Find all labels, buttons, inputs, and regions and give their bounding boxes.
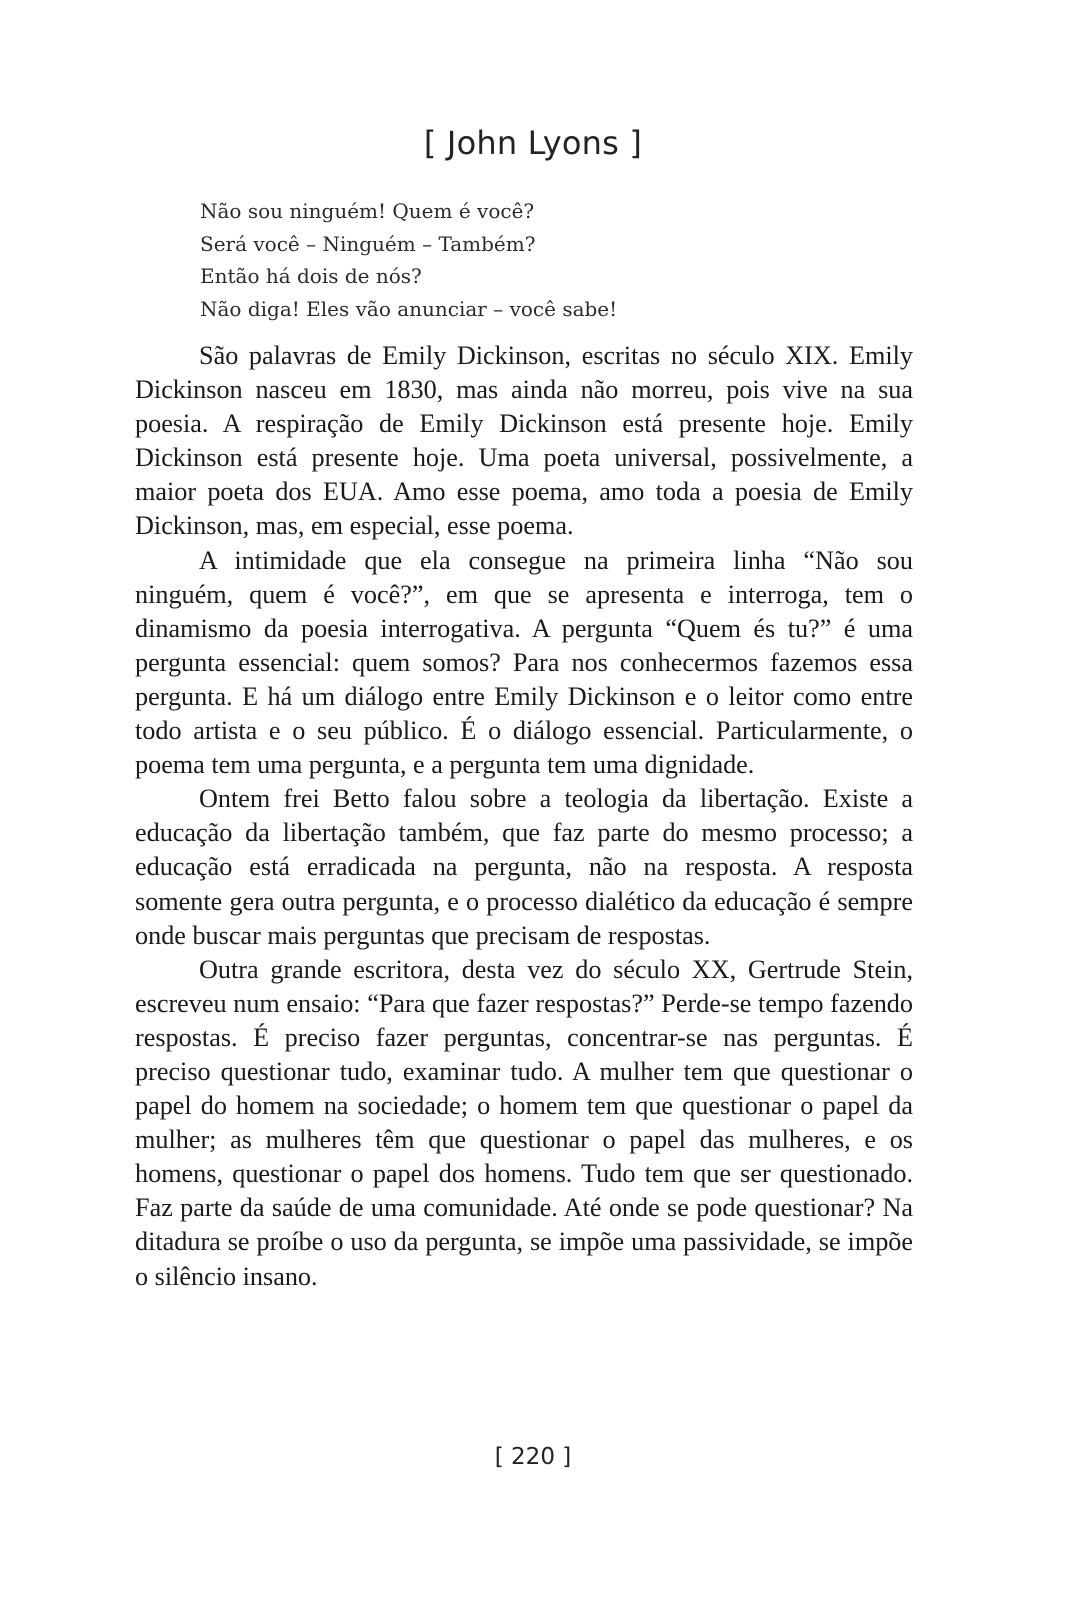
poem-line: Não diga! Eles vão anunciar – você sabe! (200, 296, 618, 321)
paragraph: São palavras de Emily Dickinson, escritas no século XIX. Emily Dickinson nasceu em 1830, mas ainda não morreu, pois vive na sua poesia. A respiração de Emily Dickinson está presente hoje. Emily Dickinson está presente hoje. Uma poeta universal, possivelmente, a maior poeta dos EUA. Amo esse poema, amo toda a poesia de Emily Dickinson, mas, em especial, esse poema. (135, 341, 913, 541)
poem-line: Não sou ninguém! Quem é você? (200, 199, 535, 223)
epigraph-poem (200, 195, 920, 325)
paragraph: A intimidade que ela consegue na primeira linha “Não sou ninguém, quem é você?”, em que se apresenta e interroga, tem o dinamismo da poesia interrogativa. A pergunta “Quem és tu?” é uma pergunta essencial: quem somos? Para nos conhecermos fazemos essa pergunta. E há um diálogo entre Emily Dickinson e o leitor como entre todo artista e o seu público. É o diálogo essencial. Particularmente, o poema tem uma pergunta, e a pergunta tem uma dignidade. (135, 545, 913, 780)
page-number: [ 220 ] (494, 1444, 572, 1470)
running-head: [ John Lyons ] (423, 124, 643, 162)
paragraph: Ontem frei Betto falou sobre a teologia da libertação. Existe a educação da libertação também, que faz parte do mesmo processo; a educação está erradicada na pergunta, não na resposta. A resposta somente gera outra pergunta, e o processo dialético da educação é sempre onde buscar mais perguntas que precisam de respostas. (135, 784, 913, 950)
paragraph: Outra grande escritora, desta vez do século XX, Gertrude Stein, escreveu num ensaio: “Para que fazer respostas?” Perde-se tempo fazendo respostas. É preciso fazer perguntas, concentrar-se nas perguntas. É preciso questionar tudo, examinar tudo. A mulher tem que questionar o papel do homem na sociedade; o homem tem que questionar o papel da mulher; as mulheres têm que questionar o papel das mulheres, e os homens, questionar o papel dos homens. Tudo tem que ser questionado. Faz parte da saúde de uma comunidade. Até onde se pode questionar? Na ditadura se proíbe o uso da pergunta, se impõe uma passividade, se impõe o silêncio insano. (135, 954, 913, 1291)
poem-line: Será você – Ninguém – Também? (200, 231, 536, 256)
poem-line: Então há dois de nós? (200, 264, 422, 288)
body-text (135, 339, 913, 1294)
